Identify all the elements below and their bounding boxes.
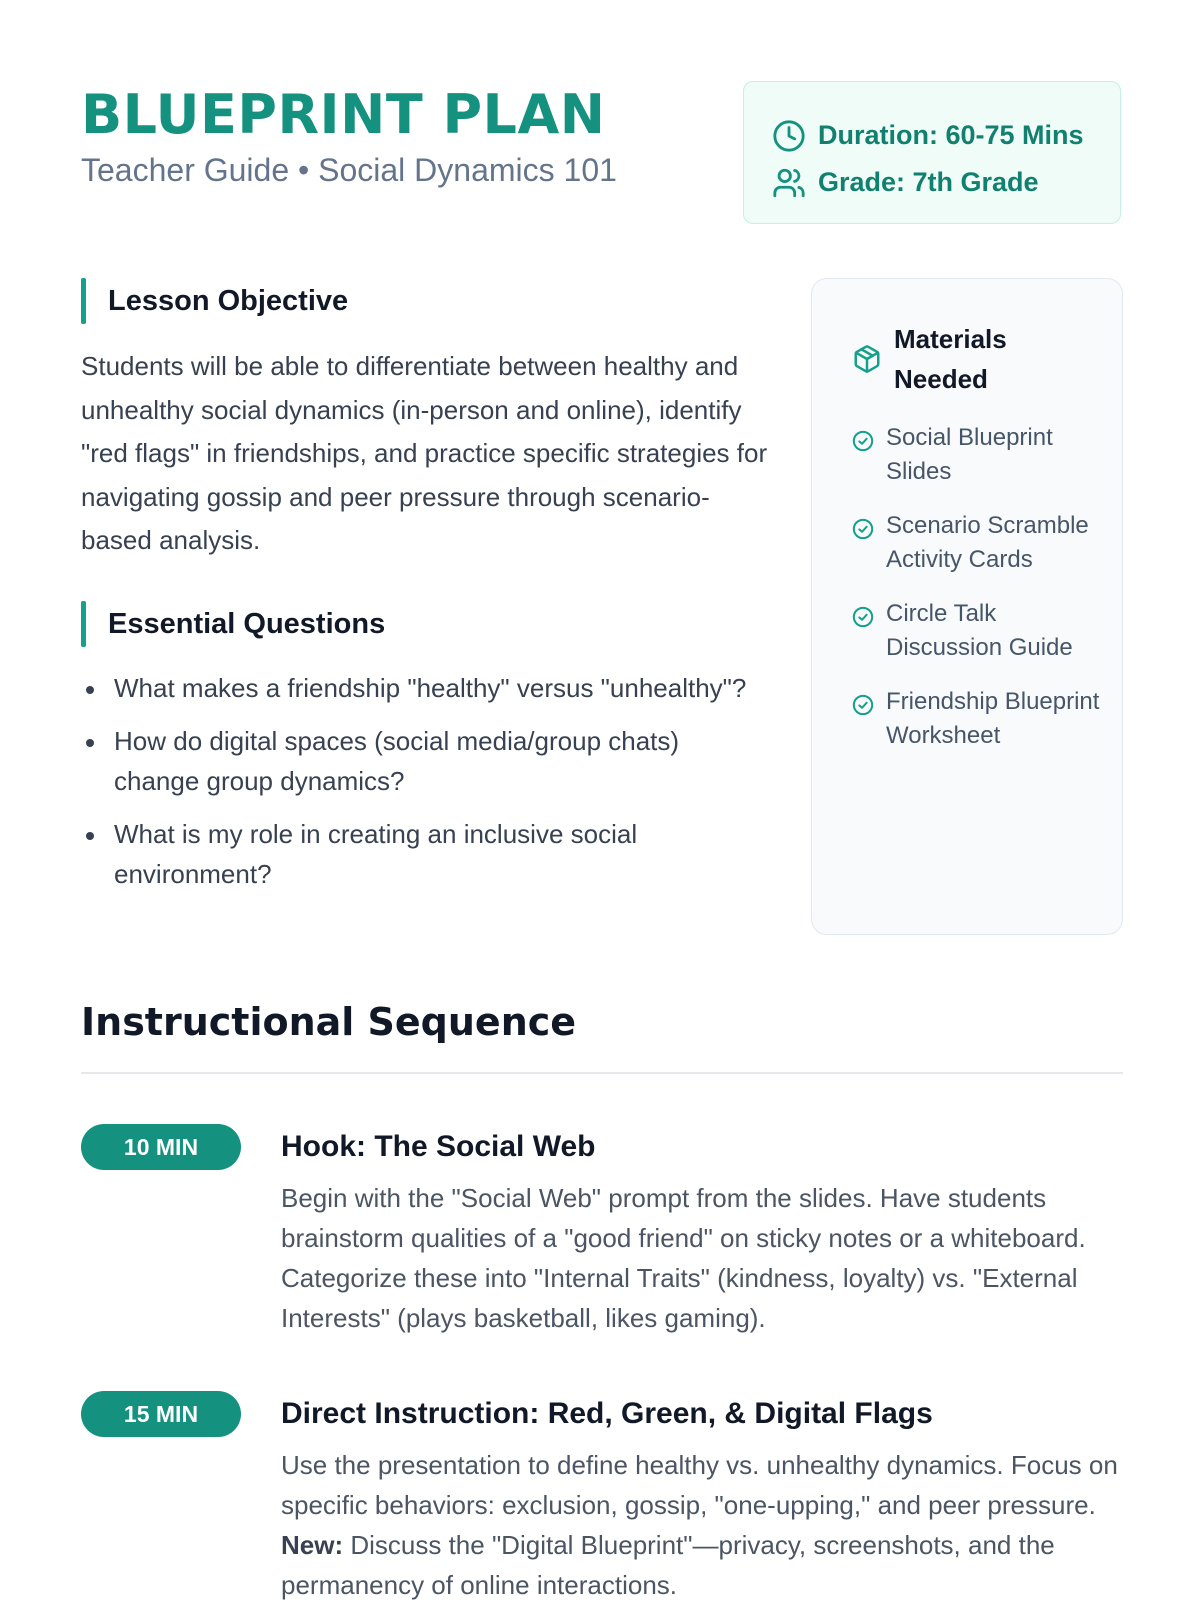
material-label: Circle Talk Discussion Guide	[886, 600, 1073, 661]
page-subtitle: Teacher Guide • Social Dynamics 101	[81, 152, 617, 188]
check-circle-icon	[852, 518, 874, 540]
lesson-meta-box	[743, 81, 1121, 224]
check-circle-icon	[852, 694, 874, 716]
material-label: Scenario Scramble Activity Cards	[886, 512, 1089, 573]
materials-list	[852, 421, 1102, 753]
objective-heading	[81, 278, 348, 324]
materials-heading	[852, 319, 1102, 399]
users-icon	[772, 166, 806, 200]
heading-accent-bar	[81, 278, 86, 324]
time-badge: 15 MIN	[81, 1391, 241, 1437]
material-label: Friendship Blueprint Worksheet	[886, 688, 1100, 749]
material-item	[852, 421, 1102, 489]
material-item	[852, 509, 1102, 577]
question-item: What is my role in creating an inclusive social environment?	[81, 814, 771, 894]
objective-heading-text: Lesson Objective	[108, 284, 349, 317]
objective-text: Students will be able to differentiate between healthy and unhealthy social dynamics (in-person and online), identify "red flags" in friendships, and practice specific strategies for navigating gossip and peer pressure through scenario-based analysis.	[81, 351, 768, 555]
essential-questions-list	[81, 668, 771, 907]
question-item: What makes a friendship "healthy" versus "unhealthy"?	[81, 668, 771, 708]
questions-heading-text: Essential Questions	[108, 607, 386, 640]
step-description	[281, 1445, 1123, 1600]
new-label: New:	[281, 1530, 344, 1560]
grade-row	[772, 159, 1120, 206]
package-icon	[852, 344, 882, 374]
step-body	[281, 1391, 1123, 1600]
materials-card	[811, 278, 1123, 935]
step-description-part: Discuss the "Digital Blueprint"—privacy, screenshots, and the permanency of online interactions.	[281, 1530, 1055, 1600]
grade-text: Grade: 7th Grade	[818, 167, 1039, 197]
check-circle-icon	[852, 430, 874, 452]
question-item: How do digital spaces (social media/group chats) change group dynamics?	[81, 721, 771, 801]
step-description: Begin with the "Social Web" prompt from the slides. Have students brainstorm qualities of a "good friend" on sticky notes or a whiteboard. Categorize these into "Internal Traits" (kindness, loyalty) vs. "External Interests" (plays basketball, likes gaming).	[281, 1183, 1086, 1333]
heading-accent-bar	[81, 601, 86, 647]
check-circle-icon	[852, 606, 874, 628]
time-badge: 10 MIN	[81, 1124, 241, 1170]
questions-heading	[81, 601, 385, 647]
material-item	[852, 685, 1102, 753]
sequence-heading: Instructional Sequence	[81, 1000, 577, 1044]
duration-row	[772, 112, 1120, 159]
step-body	[281, 1124, 1123, 1338]
page-header	[81, 84, 617, 189]
clock-icon	[772, 119, 806, 153]
materials-heading-text: Materials Needed	[894, 324, 1007, 394]
step-title: Direct Instruction: Red, Green, & Digital Flags	[281, 1397, 933, 1430]
step-title: Hook: The Social Web	[281, 1130, 596, 1163]
material-item	[852, 597, 1102, 665]
divider	[81, 1072, 1123, 1074]
page-title: BLUEPRINT PLAN	[81, 83, 606, 146]
material-label: Social Blueprint Slides	[886, 424, 1053, 485]
duration-text: Duration: 60-75 Mins	[818, 120, 1084, 150]
step-description-part: Use the presentation to define healthy vs. unhealthy dynamics. Focus on specific behaviors: exclusion, gossip, "one-upping," and peer pressure.	[281, 1450, 1118, 1520]
